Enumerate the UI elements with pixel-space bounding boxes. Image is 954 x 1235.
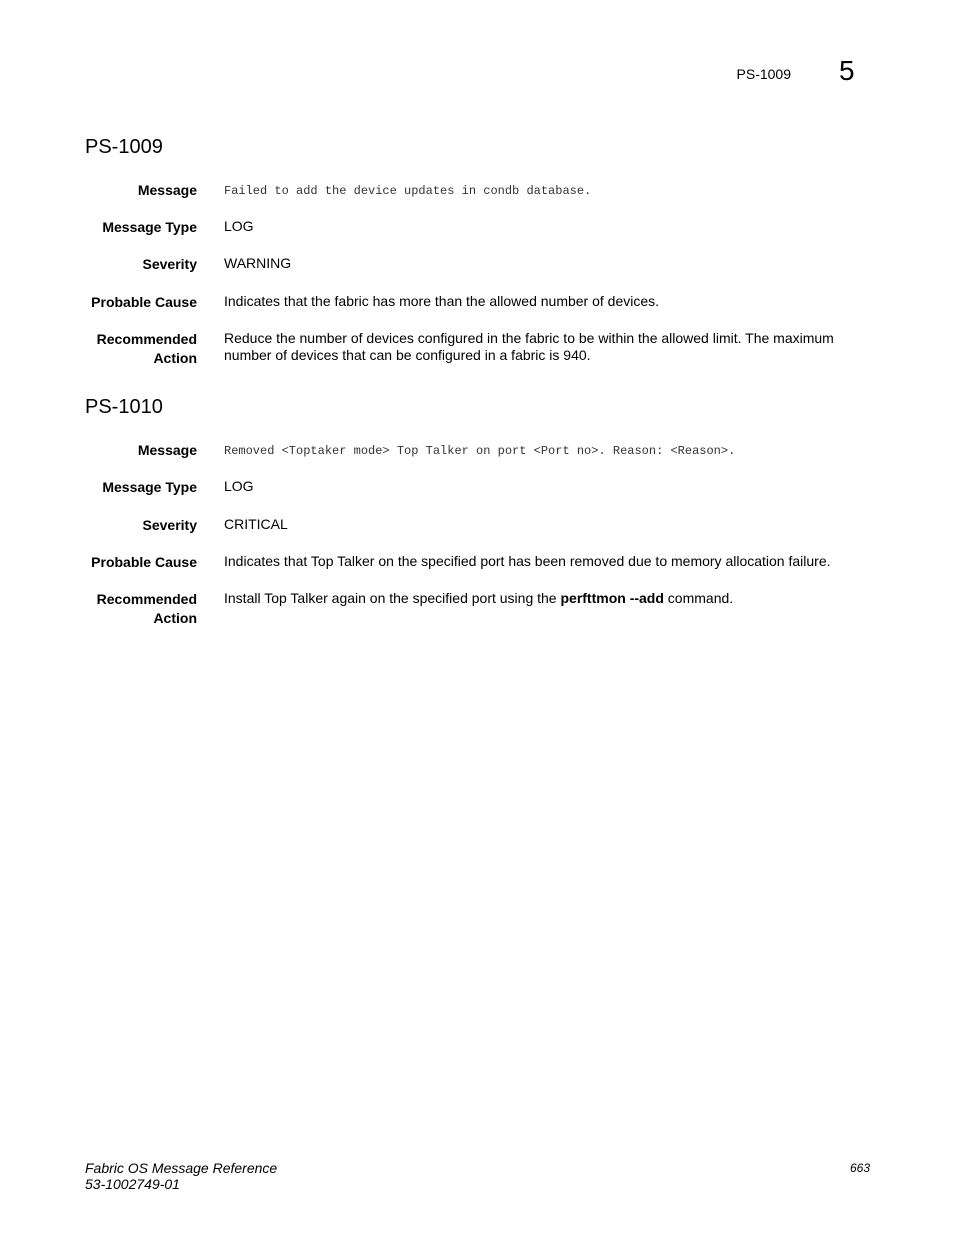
footer-document-info	[85, 1160, 277, 1192]
recommended-action-label-line1: Recommended	[96, 331, 197, 347]
recommended-action-value	[224, 590, 864, 607]
recommended-action-label-line2: Action	[153, 610, 197, 626]
probable-cause-value: Indicates that Top Talker on the specified port has been removed due to memory allocation failure.	[224, 553, 831, 569]
severity-label: Severity	[142, 517, 197, 533]
running-header	[0, 56, 954, 96]
recommended-action-label-line1: Recommended	[96, 591, 197, 607]
action-text-before: Install Top Talker again on the specified port using the	[224, 590, 561, 606]
footer-page-number: 663	[849, 1161, 870, 1175]
running-header-title: PS-1009	[736, 66, 791, 82]
recommended-action-label	[60, 330, 197, 368]
severity-label: Severity	[142, 256, 197, 272]
probable-cause-value: Indicates that the fabric has more than the allowed number of devices.	[224, 293, 660, 309]
message-value: Failed to add the device updates in condb database.	[224, 184, 592, 198]
section-title: PS-1010	[85, 396, 163, 418]
probable-cause-label: Probable Cause	[91, 554, 197, 570]
section-title: PS-1009	[85, 136, 163, 158]
message-type-label: Message Type	[102, 479, 197, 495]
probable-cause-label: Probable Cause	[91, 294, 197, 310]
message-label: Message	[137, 182, 197, 198]
message-value: Removed <Toptaker mode> Top Talker on port <Port no>. Reason: <Reason>.	[224, 444, 736, 458]
severity-value: WARNING	[224, 255, 292, 271]
message-type-value: LOG	[224, 218, 254, 234]
recommended-action-label-line2: Action	[153, 350, 197, 366]
chapter-number: 5	[839, 55, 855, 86]
message-type-label: Message Type	[102, 219, 197, 235]
recommended-action-value: Reduce the number of devices configured in the fabric to be within the allowed limit. The maximum number of devices that can be configured in a fabric is 940.	[224, 330, 834, 363]
message-type-value: LOG	[224, 478, 254, 494]
footer-doc-number: 53-1002749-01	[85, 1176, 180, 1192]
command-name: perfttmon --add	[560, 590, 664, 606]
action-text-after: command.	[663, 590, 734, 606]
recommended-action-label	[60, 590, 197, 628]
severity-value: CRITICAL	[224, 516, 288, 532]
footer-doc-title: Fabric OS Message Reference	[85, 1160, 278, 1176]
message-label: Message	[137, 442, 197, 458]
